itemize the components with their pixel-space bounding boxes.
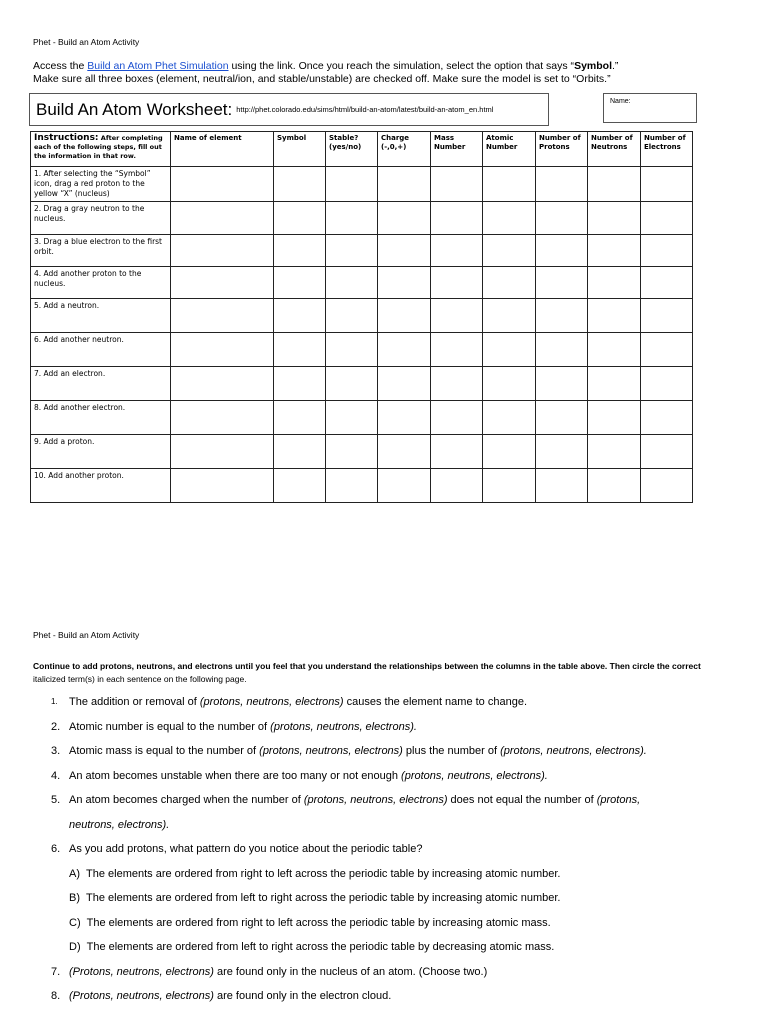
option-letter: B) [69,892,80,904]
instructions-rest: After completing each of the following steps, fill out the information in that row. [34,134,163,160]
answer-cell[interactable] [641,267,693,299]
answer-cell[interactable] [274,267,326,299]
answer-cell[interactable] [483,401,536,435]
question-item [33,960,733,985]
question-text: An atom becomes unstable when there are too many or not enough [69,769,402,782]
answer-option[interactable] [33,935,733,960]
answer-option[interactable] [33,862,733,887]
continue-instructions [33,660,733,686]
answer-cell[interactable] [378,333,431,367]
answer-cell[interactable] [588,167,641,202]
question-text: Atomic number is equal to the number of [69,720,271,733]
activity-title: Phet - Build an Atom Activity [33,37,140,47]
page-two [33,630,733,1009]
continue-bold: Continue to add protons, neutrons, and electrons until you feel that you understand the relationships between the columns in the table above. Then circle the correct [33,661,701,671]
answer-cell[interactable] [378,267,431,299]
answer-cell[interactable] [483,167,536,202]
col-header: Symbol [274,132,326,167]
answer-cell[interactable] [536,299,588,333]
answer-cell[interactable] [588,299,641,333]
name-field[interactable] [603,93,697,123]
answer-cell[interactable] [641,435,693,469]
step-cell: 2. Drag a gray neutron to the nucleus. [31,202,171,235]
answer-cell[interactable] [483,367,536,401]
page-two-title: Phet - Build an Atom Activity [33,630,140,640]
intro-text [33,60,753,86]
answer-cell[interactable] [378,469,431,503]
question-item [33,764,733,789]
col-header: Mass Number [431,132,483,167]
answer-cell[interactable] [641,235,693,267]
instructions-lead: Instructions: [34,133,99,143]
worksheet-title-box [29,93,549,126]
intro-pre: Access the [33,60,88,72]
answer-cell[interactable] [274,235,326,267]
step-cell: 4. Add another proton to the nucleus. [31,267,171,299]
answer-cell[interactable] [171,333,274,367]
question-number: 5. [51,794,61,806]
answer-cell[interactable] [171,435,274,469]
option-text: The elements are ordered from left to right across the periodic table by decreasing atomic mass. [86,941,555,953]
answer-cell[interactable] [378,299,431,333]
answer-cell[interactable] [536,367,588,401]
table-row [31,167,693,202]
answer-cell[interactable] [171,167,274,202]
question-number: 4. [51,769,61,782]
intro-bold: Symbol [574,60,612,72]
question-item [33,788,733,837]
option-letter: C) [69,916,81,929]
answer-cell[interactable] [326,435,378,469]
answer-cell[interactable] [274,469,326,503]
answer-cell[interactable] [431,435,483,469]
simulation-link[interactable]: Build an Atom Phet Simulation [87,60,229,72]
answer-cell[interactable] [171,401,274,435]
question-number: 1. [51,697,58,706]
answer-cell[interactable] [536,267,588,299]
question-number: 3. [51,745,61,757]
option-letter: D) [69,941,81,953]
answer-cell[interactable] [378,202,431,235]
answer-cell[interactable] [483,202,536,235]
answer-cell[interactable] [171,235,274,267]
answer-option[interactable] [33,911,733,936]
col-header: Stable? (yes/no) [326,132,378,167]
intro-line2: Make sure all three boxes (element, neutral/ion, and stable/unstable) are checked off. Make sure the model is set to “Orbits.” [33,73,611,85]
answer-cell[interactable] [431,367,483,401]
question-text: plus the number of [402,745,501,757]
answer-cell[interactable] [431,235,483,267]
answer-cell[interactable] [274,167,326,202]
answer-cell[interactable] [641,167,693,202]
answer-cell[interactable] [536,167,588,202]
answer-cell[interactable] [431,333,483,367]
worksheet-title: Build An Atom Worksheet: [36,99,233,119]
answer-cell[interactable] [326,401,378,435]
question-item [33,715,733,740]
step-cell: 10. Add another proton. [31,469,171,503]
answer-cell[interactable] [431,401,483,435]
answer-cell[interactable] [588,367,641,401]
answer-cell[interactable] [536,202,588,235]
answer-cell[interactable] [274,202,326,235]
answer-cell[interactable] [274,435,326,469]
answer-cell[interactable] [274,333,326,367]
col-header: Name of element [171,132,274,167]
instructions-cell [31,132,171,167]
answer-cell[interactable] [431,267,483,299]
col-header: Atomic Number [483,132,536,167]
worksheet-url: http://phet.colorado.edu/sims/html/build-an-atom/latest/build-an-atom_en.html [236,105,494,114]
continue-line2: italicized term(s) in each sentence on the following page. [33,674,247,684]
question-text: Atomic mass is equal to the number of [69,745,260,757]
step-cell: 3. Drag a blue electron to the first orbit. [31,235,171,267]
circle-choice[interactable]: (Protons, neutrons, electrons) [69,990,214,1002]
circle-choice[interactable]: (protons, neutrons, electrons). [401,769,548,782]
question-text: are found only in the nucleus of an atom. (Choose two.) [213,965,488,978]
question-item [33,739,733,764]
table-row [31,367,693,401]
circle-choice[interactable]: neutrons, electrons). [69,818,170,831]
answer-cell[interactable] [483,333,536,367]
question-text: are found only in the electron cloud. [213,990,392,1002]
answer-option[interactable] [33,886,733,911]
step-cell: 7. Add an electron. [31,367,171,401]
col-header: Number of Protons [536,132,588,167]
col-header: Number of Neutrons [588,132,641,167]
answer-cell[interactable] [171,267,274,299]
question-text: As you add protons, what pattern do you notice about the periodic table? [69,843,423,855]
answer-cell[interactable] [641,202,693,235]
answer-cell[interactable] [171,469,274,503]
answer-cell[interactable] [483,435,536,469]
step-cell: 1. After selecting the “Symbol” icon, drag a red proton to the yellow “X” (nucleus) [31,167,171,202]
answer-cell[interactable] [326,235,378,267]
question-item [33,984,733,1009]
answer-cell[interactable] [588,235,641,267]
table-row [31,435,693,469]
answer-cell[interactable] [536,435,588,469]
answer-cell[interactable] [588,469,641,503]
step-cell: 5. Add a neutron. [31,299,171,333]
circle-choice[interactable]: (protons, [596,794,641,806]
option-text: The elements are ordered from left to right across the periodic table by increasing atomic number. [86,892,561,904]
answer-cell[interactable] [431,469,483,503]
table-row [31,401,693,435]
col-header: Number of Electrons [641,132,693,167]
question-number: 8. [51,990,61,1002]
answer-cell[interactable] [431,167,483,202]
answer-cell[interactable] [536,401,588,435]
question-item [33,690,733,715]
answer-cell[interactable] [171,299,274,333]
answer-cell[interactable] [483,469,536,503]
step-cell: 8. Add another electron. [31,401,171,435]
answer-cell[interactable] [326,469,378,503]
answer-cell[interactable] [326,367,378,401]
answer-cell[interactable] [274,367,326,401]
answer-cell[interactable] [536,333,588,367]
step-cell: 9. Add a proton. [31,435,171,469]
question-number: 7. [51,965,61,978]
question-text: causes the element name to change. [343,696,527,708]
name-label: Name: [610,98,631,105]
answer-cell[interactable] [431,202,483,235]
question-number: 2. [51,720,61,733]
intro-post: .” [612,60,619,72]
table-row [31,333,693,367]
table-row [31,202,693,235]
answer-cell[interactable] [483,267,536,299]
answer-cell[interactable] [588,435,641,469]
option-text: The elements are ordered from right to left across the periodic table by increasing atomic mass. [86,916,551,929]
question-item [33,837,733,862]
table-row [31,267,693,299]
answer-cell[interactable] [378,401,431,435]
answer-cell[interactable] [431,299,483,333]
intro-mid: using the link. Once you reach the simulation, select the option that says “ [228,60,575,72]
answer-cell[interactable] [536,235,588,267]
col-header: Charge (-,0,+) [378,132,431,167]
question-text: The addition or removal of [69,696,200,708]
answer-cell[interactable] [378,367,431,401]
question-text: An atom becomes charged when the number of [69,794,304,806]
answer-cell[interactable] [641,299,693,333]
answer-cell[interactable] [588,202,641,235]
answer-cell[interactable] [326,167,378,202]
question-list [33,690,733,1009]
circle-choice[interactable]: (protons, neutrons, electrons) [199,696,344,708]
answer-cell[interactable] [274,299,326,333]
answer-cell[interactable] [326,267,378,299]
table-row [31,235,693,267]
answer-cell[interactable] [536,469,588,503]
answer-cell[interactable] [641,401,693,435]
question-text: does not equal the number of [447,794,597,806]
answer-cell[interactable] [171,367,274,401]
table-row [31,469,693,503]
question-number: 6. [51,843,61,855]
answer-cell[interactable] [641,469,693,503]
answer-cell[interactable] [378,235,431,267]
answer-cell[interactable] [641,333,693,367]
answer-cell[interactable] [378,435,431,469]
answer-cell[interactable] [274,401,326,435]
answer-cell[interactable] [378,167,431,202]
table-row [31,299,693,333]
answer-cell[interactable] [326,299,378,333]
circle-choice[interactable]: (Protons, neutrons, electrons) [69,965,214,978]
answer-cell[interactable] [326,333,378,367]
step-cell: 6. Add another neutron. [31,333,171,367]
answer-cell[interactable] [588,267,641,299]
answer-cell[interactable] [483,299,536,333]
circle-choice[interactable]: (protons, neutrons, electrons). [500,745,647,757]
answer-cell[interactable] [483,235,536,267]
circle-choice[interactable]: (protons, neutrons, electrons) [303,794,448,806]
answer-cell[interactable] [588,333,641,367]
answer-cell[interactable] [326,202,378,235]
answer-cell[interactable] [641,367,693,401]
answer-cell[interactable] [588,401,641,435]
worksheet-table [30,131,693,503]
option-text: The elements are ordered from right to left across the periodic table by increasing atomic number. [86,867,561,880]
answer-cell[interactable] [171,202,274,235]
option-letter: A) [69,867,80,880]
circle-choice[interactable]: (protons, neutrons, electrons) [259,745,403,757]
circle-choice[interactable]: (protons, neutrons, electrons). [270,720,417,733]
table-header-row [31,132,693,167]
